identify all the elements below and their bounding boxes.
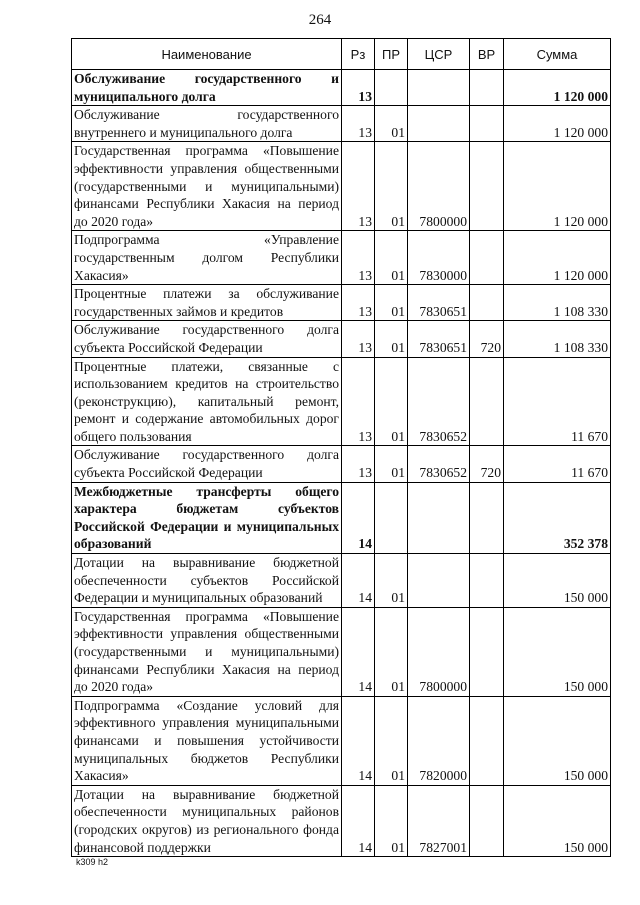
row-pr — [375, 482, 408, 553]
row-pr: 01 — [375, 285, 408, 321]
row-name: Процентные платежи за обслуживание государственных займов и кредитов — [72, 285, 342, 321]
row-csr: 7820000 — [408, 696, 470, 785]
row-vr — [470, 142, 504, 231]
footer-code: k309 h2 — [76, 857, 109, 867]
row-rz: 13 — [342, 231, 375, 285]
row-name: Обслуживание государственного долга субъекта Российской Федерации — [72, 321, 342, 357]
row-csr: 7830651 — [408, 285, 470, 321]
row-vr — [470, 231, 504, 285]
row-amount: 1 120 000 — [504, 70, 611, 106]
row-name: Подпрограмма «Управление государственным долгом Республики Хакасия» — [72, 231, 342, 285]
row-rz: 13 — [342, 285, 375, 321]
row-csr: 7800000 — [408, 142, 470, 231]
row-pr — [375, 70, 408, 106]
table-row — [72, 106, 611, 142]
row-rz: 13 — [342, 446, 375, 482]
row-amount: 150 000 — [504, 785, 611, 856]
row-amount: 1 120 000 — [504, 231, 611, 285]
row-name: Подпрограмма «Создание условий для эффективного управления муниципальными финансами и повышения устойчивости муниципальных бюджетов Республики Хакасия» — [72, 696, 342, 785]
row-pr: 01 — [375, 554, 408, 608]
row-amount: 150 000 — [504, 696, 611, 785]
row-csr: 7830000 — [408, 231, 470, 285]
row-rz: 13 — [342, 70, 375, 106]
row-name: Обслуживание государственного и муниципального долга — [72, 70, 342, 106]
row-pr: 01 — [375, 106, 408, 142]
table-row — [72, 70, 611, 106]
row-csr — [408, 482, 470, 553]
header-csr: ЦСР — [408, 39, 470, 70]
table-row — [72, 321, 611, 357]
row-name: Государственная программа «Повышение эффективности управления общественными (государственными и муниципальными) финансами Республики Хакасия на период до 2020 года» — [72, 142, 342, 231]
row-pr: 01 — [375, 142, 408, 231]
table-row — [72, 285, 611, 321]
row-amount: 1 108 330 — [504, 285, 611, 321]
budget-table — [71, 38, 611, 857]
table-row — [72, 554, 611, 608]
row-vr — [470, 554, 504, 608]
row-rz: 13 — [342, 142, 375, 231]
table-header-row — [72, 39, 611, 70]
row-vr — [470, 106, 504, 142]
row-amount: 1 120 000 — [504, 142, 611, 231]
row-name: Дотации на выравнивание бюджетной обеспеченности субъектов Российской Федерации и муниципальных образований — [72, 554, 342, 608]
row-csr: 7827001 — [408, 785, 470, 856]
row-pr: 01 — [375, 357, 408, 446]
row-pr: 01 — [375, 231, 408, 285]
page-number: 264 — [308, 12, 332, 28]
table-row — [72, 785, 611, 856]
table-row — [72, 357, 611, 446]
row-rz: 13 — [342, 321, 375, 357]
row-pr: 01 — [375, 446, 408, 482]
row-vr — [470, 482, 504, 553]
row-name: Обслуживание государственного внутреннего и муниципального долга — [72, 106, 342, 142]
table-row — [72, 607, 611, 696]
row-pr: 01 — [375, 321, 408, 357]
table-row — [72, 696, 611, 785]
row-amount: 1 108 330 — [504, 321, 611, 357]
row-rz: 14 — [342, 785, 375, 856]
row-csr: 7830652 — [408, 446, 470, 482]
row-rz: 14 — [342, 696, 375, 785]
header-vr: ВР — [470, 39, 504, 70]
row-vr — [470, 70, 504, 106]
row-name: Процентные платежи, связанные с использованием кредитов на строительство (реконструкцию), капитальный ремонт, ремонт и содержание автомобильных дорог общего пользования — [72, 357, 342, 446]
row-pr: 01 — [375, 607, 408, 696]
row-csr: 7830652 — [408, 357, 470, 446]
row-rz: 14 — [342, 482, 375, 553]
table-row — [72, 142, 611, 231]
row-csr — [408, 70, 470, 106]
row-vr: 720 — [470, 321, 504, 357]
header-pr: ПР — [375, 39, 408, 70]
row-name: Дотации на выравнивание бюджетной обеспеченности муниципальных районов (городских округов) из регионального фонда финансовой поддержки — [72, 785, 342, 856]
row-name: Обслуживание государственного долга субъекта Российской Федерации — [72, 446, 342, 482]
row-amount: 150 000 — [504, 554, 611, 608]
row-vr: 720 — [470, 446, 504, 482]
header-amount: Сумма — [504, 39, 611, 70]
row-pr: 01 — [375, 785, 408, 856]
header-name: Наименование — [72, 39, 342, 70]
row-amount: 1 120 000 — [504, 106, 611, 142]
table-row — [72, 231, 611, 285]
row-rz: 13 — [342, 357, 375, 446]
row-vr — [470, 785, 504, 856]
row-rz: 14 — [342, 607, 375, 696]
row-amount: 352 378 — [504, 482, 611, 553]
row-csr: 7800000 — [408, 607, 470, 696]
table-row — [72, 482, 611, 553]
row-name: Межбюджетные трансферты общего характера бюджетам субъектов Российской Федерации и муниципальных образований — [72, 482, 342, 553]
row-vr — [470, 357, 504, 446]
row-csr: 7830651 — [408, 321, 470, 357]
row-rz: 14 — [342, 554, 375, 608]
row-vr — [470, 285, 504, 321]
header-rz: Рз — [342, 39, 375, 70]
row-name: Государственная программа «Повышение эффективности управления общественными (государственными и муниципальными) финансами Республики Хакасия на период до 2020 года» — [72, 607, 342, 696]
row-amount: 150 000 — [504, 607, 611, 696]
row-csr — [408, 106, 470, 142]
table-row — [72, 446, 611, 482]
row-csr — [408, 554, 470, 608]
row-amount: 11 670 — [504, 446, 611, 482]
row-vr — [470, 607, 504, 696]
row-pr: 01 — [375, 696, 408, 785]
row-rz: 13 — [342, 106, 375, 142]
row-amount: 11 670 — [504, 357, 611, 446]
row-vr — [470, 696, 504, 785]
